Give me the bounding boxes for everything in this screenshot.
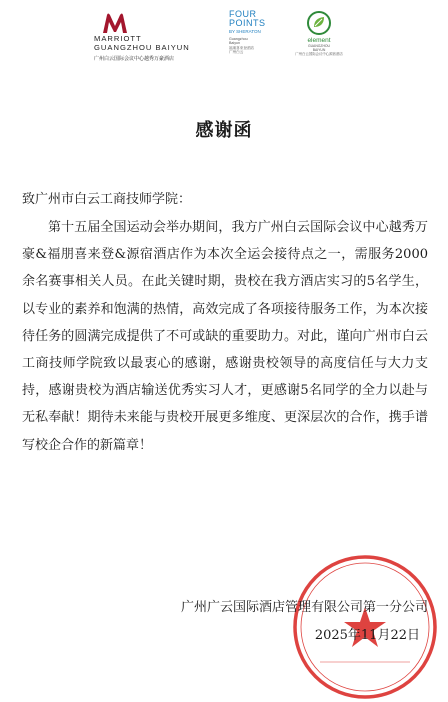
- header-logos: [0, 10, 448, 72]
- fourpoints-small2: Baiyun: [229, 41, 240, 46]
- letter-salutation: 致广州市白云工商技师学院：: [22, 192, 192, 207]
- marriott-brand-line2: GUANGZHOU BAIYUN: [94, 42, 190, 52]
- marriott-brand-line1: MARRIOTT: [94, 34, 142, 43]
- element-name: element: [307, 37, 331, 44]
- element-cn1: 广州白云国际会议中心源宿酒店: [295, 52, 343, 56]
- marriott-cn-name: 广州白云国际会议中心越秀万豪酒店: [94, 56, 175, 62]
- marriott-brand-text: [94, 35, 190, 52]
- fourpoints-line1: FOUR: [229, 9, 257, 19]
- element-leaf-icon: [306, 10, 332, 36]
- signature-organization: 广州广云国际酒店管理有限公司第一分公司: [180, 600, 428, 615]
- element-sub1: GUANGZHOU: [307, 44, 331, 48]
- fourpoints-line2: POINTS: [229, 18, 266, 28]
- element-sub2: BAIYUN: [312, 48, 326, 52]
- element-logo: [284, 10, 354, 56]
- signature-date: 2025年11月22日: [314, 628, 420, 643]
- letter-body: 第十五届全国运动会举办期间，我方广州白云国际会议中心越秀万豪&福朋喜来登&源宿酒店作为本次全运会接待点之一，需服务2000余名赛事相关人员。在此关键时期，贵校在我方酒店实习的5名学生，以专业的素养和饱满的热情，高效完成了各项接待服务工作，为本次接待任务的圆满完成提供了不可或缺的重要助力。对此，谨向广州市白云工商技师学院致以最衷心的感谢，感谢贵校领导的高度信任与大力支持，感谢贵校为酒店输送优秀实习人才，更感谢5名同学的全力以赴与无私奉献！期待未来能与贵校开展更多维度、更深层次的合作，携手谱写校企合作的新篇章！: [22, 220, 428, 453]
- fourpoints-logo: [229, 10, 283, 55]
- fourpoints-cn1: 福朋喜来登酒店: [229, 45, 255, 50]
- letter-title: 感谢函: [195, 120, 253, 141]
- fourpoints-small1: Guangzhou: [229, 37, 248, 41]
- fourpoints-cn2: 广州白云: [229, 50, 244, 55]
- marriott-m-icon: [102, 12, 128, 34]
- fourpoints-sub: BY SHERATON: [229, 29, 261, 34]
